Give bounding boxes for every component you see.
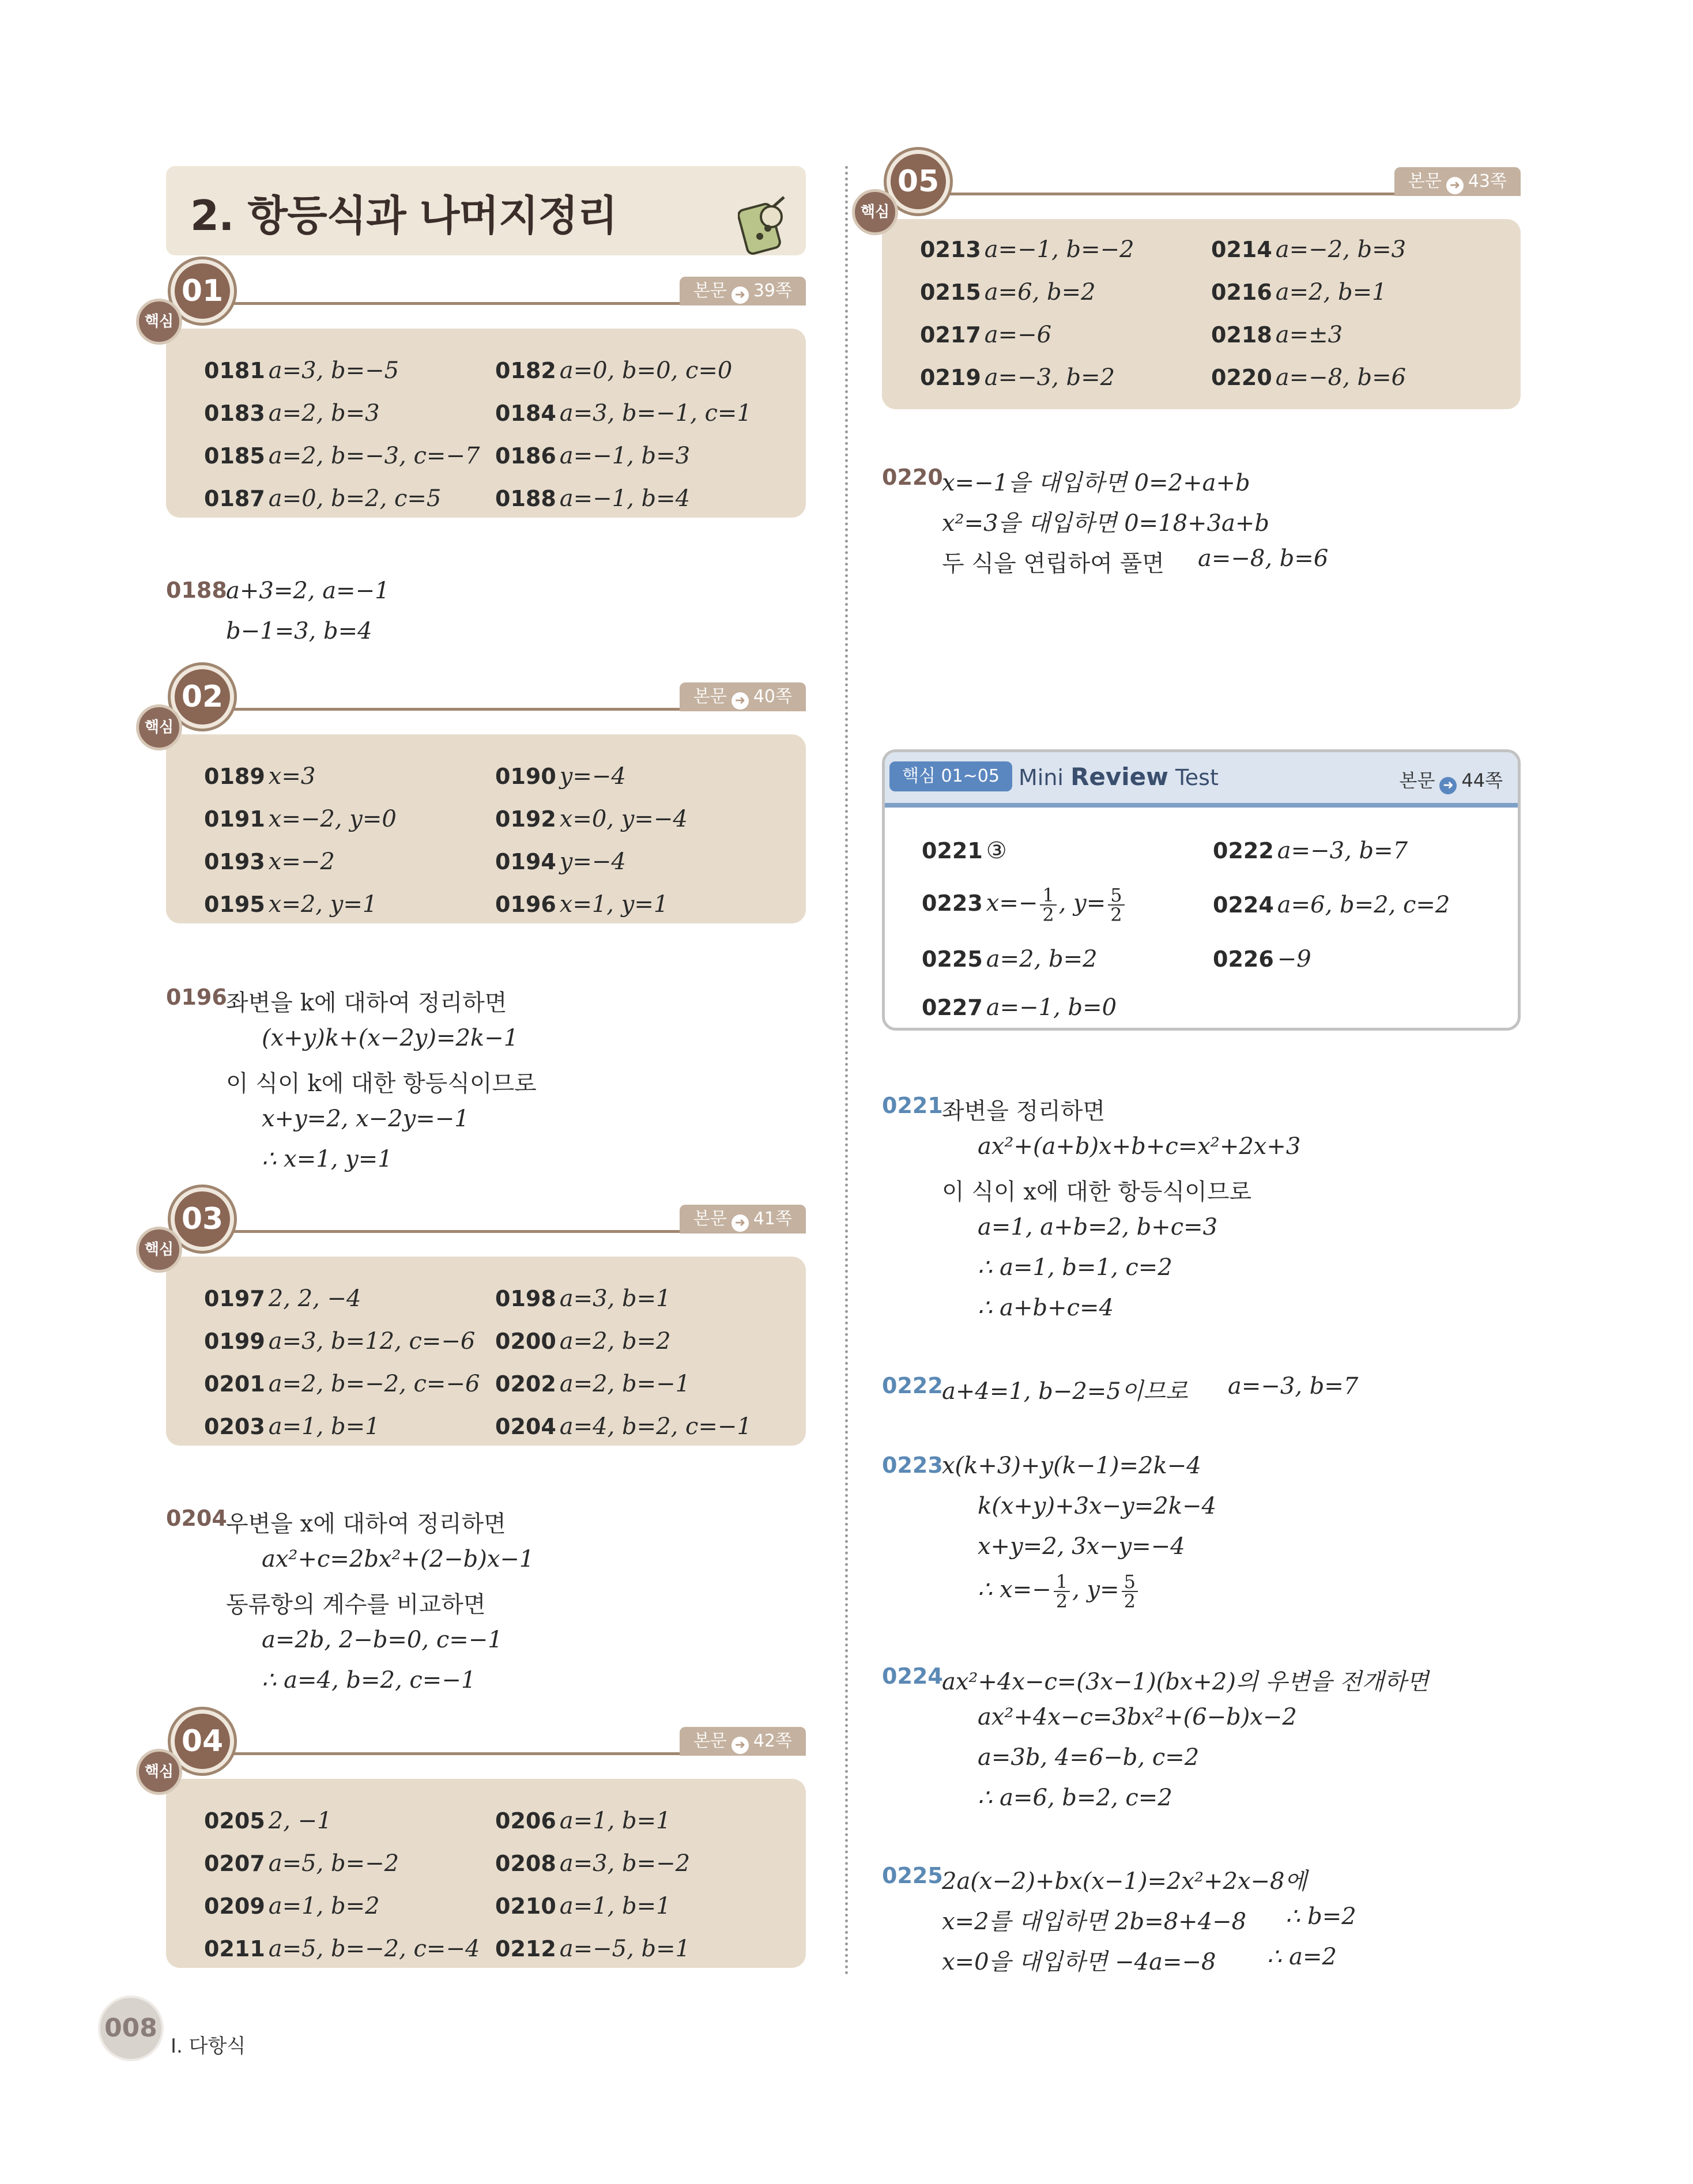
key-badge: 핵심 (136, 704, 182, 750)
key-badge: 핵심 (136, 1749, 182, 1795)
explanation-0221: 0221 좌변을 정리하면 ax²+(a+b)x+b+c=x²+2x+3 이 식이 x에 대한 항등식이므로 a=1, a+b=2, b+c=3 ∴ a=1, b=1, c=2 ∴ a+b+c=4 (882, 1093, 1301, 1321)
explanation-0222: 0222 a+4=1, b−2=5이므로 a=−3, b=7 (882, 1373, 1359, 1405)
section-number-badge: 04 (171, 1710, 234, 1773)
arrow-right-icon: ➜ (732, 692, 749, 710)
arrow-right-icon: ➜ (732, 1214, 749, 1232)
key-badge: 핵심 (852, 189, 898, 235)
explanation-0224: 0224 ax²+4x−c=(3x−1)(bx+2)의 우변을 전개하면 ax²+4x−c=3bx²+(6−b)x−2 a=3b, 4=6−b, c=2 ∴ a=6, b=2, c=2 (882, 1664, 1429, 1811)
section-number-badge: 05 (887, 150, 950, 213)
column-divider (845, 166, 848, 1976)
mini-review-header (885, 752, 1518, 808)
explanation-0220: 0220 x=−1을 대입하면 0=2+a+b x²=3을 대입하면 0=18+3a+b 두 식을 연립하여 풀면 a=−8, b=6 (882, 465, 1329, 577)
explanation-0225: 0225 2a(x−2)+bx(x−1)=2x²+2x−8에 x=2를 대입하면 2b=8+4−8 ∴ b=2 x=0을 대입하면 −4a=−8 ∴ a=2 (882, 1863, 1356, 1975)
explanation-0223: 0223 x(k+3)+y(k−1)=2k−4 k(x+y)+3x−y=2k−4 x+y=2, 3x−y=−4 ∴ x=− $\frac{1}{2}$ , y= $\frac{5}{2}$ (882, 1453, 1216, 1612)
chapter-title: 2. 항등식과 나머지정리 (190, 191, 617, 240)
section-label: I. 다항식 (171, 2035, 246, 2058)
answer-box-03: 본문 ➜ 41쪽 03 핵심 0197 2, 2, −4 0198 a=3, b=1 0199 a=3, b=12, c=−6 0200 a=2, b=2 0201 a=2, b=−2, c=−6 0202 a=2, b=−1 0203 a=1, b=1 0204 a=4, b=2, c=−1 (166, 1257, 806, 1446)
section-number-badge: 03 (171, 1187, 234, 1251)
key-badge: 핵심 (136, 1227, 182, 1273)
answer-box-04: 본문 ➜ 42쪽 04 핵심 0205 2, −1 0206 a=1, b=1 0207 a=5, b=−2 0208 a=3, b=−2 0209 a=1, b=2 0210 a=1, b=1 0211 a=5, b=−2, c=−4 0212 a=−5, b=1 (166, 1779, 806, 1968)
explanation-0188: 0188 a+3=2, a=−1 b−1=3, b=4 (166, 578, 390, 644)
arrow-right-icon: ➜ (1446, 177, 1464, 194)
arrow-right-icon: ➜ (732, 1737, 749, 1754)
review-page-ref: 본문 ➜ 44쪽 (1400, 766, 1503, 794)
key-badge: 핵심 (136, 299, 182, 345)
chapter-title-banner (166, 166, 806, 255)
arrow-right-icon: ➜ (732, 286, 749, 304)
page-ref-tab: 본문 ➜ 41쪽 (680, 1205, 806, 1234)
explanation-0196: 0196 좌변을 k에 대하여 정리하면 (x+y)k+(x−2y)=2k−1 이 식이 k에 대한 항등식이므로 x+y=2, x−2y=−1 ∴ x=1, y=1 (166, 985, 537, 1172)
review-tag: 핵심 01~05 (889, 761, 1012, 791)
section-number-badge: 02 (171, 665, 234, 729)
page-ref-tab: 본문 ➜ 43쪽 (1394, 167, 1521, 196)
answer-box-02: 본문 ➜ 40쪽 02 핵심 0189 x=3 0190 y=−4 0191 x=−2, y=0 0192 x=0, y=−4 0193 x=−2 0194 y=−4 0195 x=2, y=1 0196 x=1, y=1 (166, 734, 806, 923)
instrument-icon (738, 195, 795, 258)
arrow-right-icon: ➜ (1439, 777, 1457, 794)
answer-box-01: 본문 ➜ 39쪽 01 핵심 0181 a=3, b=−5 0182 a=0, b=0, c=0 0183 a=2, b=3 0184 a=3, b=−1, c=1 0185 a=2, b=−3, c=−7 0186 a=−1, b=3 0187 a=0, b=2, c=5 0188 a=−1, b=4 (166, 329, 806, 518)
page-number: 008 (98, 1996, 164, 2061)
page-ref-tab: 본문 ➜ 42쪽 (680, 1727, 806, 1756)
mini-review-box: 핵심 01~05 Mini Review Test 본문 ➜ 44쪽 0221 ③ 0222 a=−3, b=7 0223 x=− $\frac{1}{2}$ , y= $\frac{5}{2}$ 0224 a=6, b=2, c=2 0225 a=2, b=2 0226 −9 0227 a=−1, b=0 (882, 749, 1521, 1031)
explanation-0204: 0204 우변을 x에 대하여 정리하면 ax²+c=2bx²+(2−b)x−1 동류항의 계수를 비교하면 a=2b, 2−b=0, c=−1 ∴ a=4, b=2, c=−1 (166, 1506, 534, 1693)
review-title: Mini Review Test (1019, 763, 1219, 791)
section-number-badge: 01 (171, 259, 234, 323)
answer-box-05: 본문 ➜ 43쪽 05 핵심 0213 a=−1, b=−2 0214 a=−2, b=3 0215 a=6, b=2 0216 a=2, b=1 0217 a=−6 0218 a=±3 0219 a=−3, b=2 0220 a=−8, b=6 (882, 219, 1521, 409)
page-ref-tab: 본문 ➜ 40쪽 (680, 682, 806, 711)
page-ref-tab: 본문 ➜ 39쪽 (680, 277, 806, 305)
